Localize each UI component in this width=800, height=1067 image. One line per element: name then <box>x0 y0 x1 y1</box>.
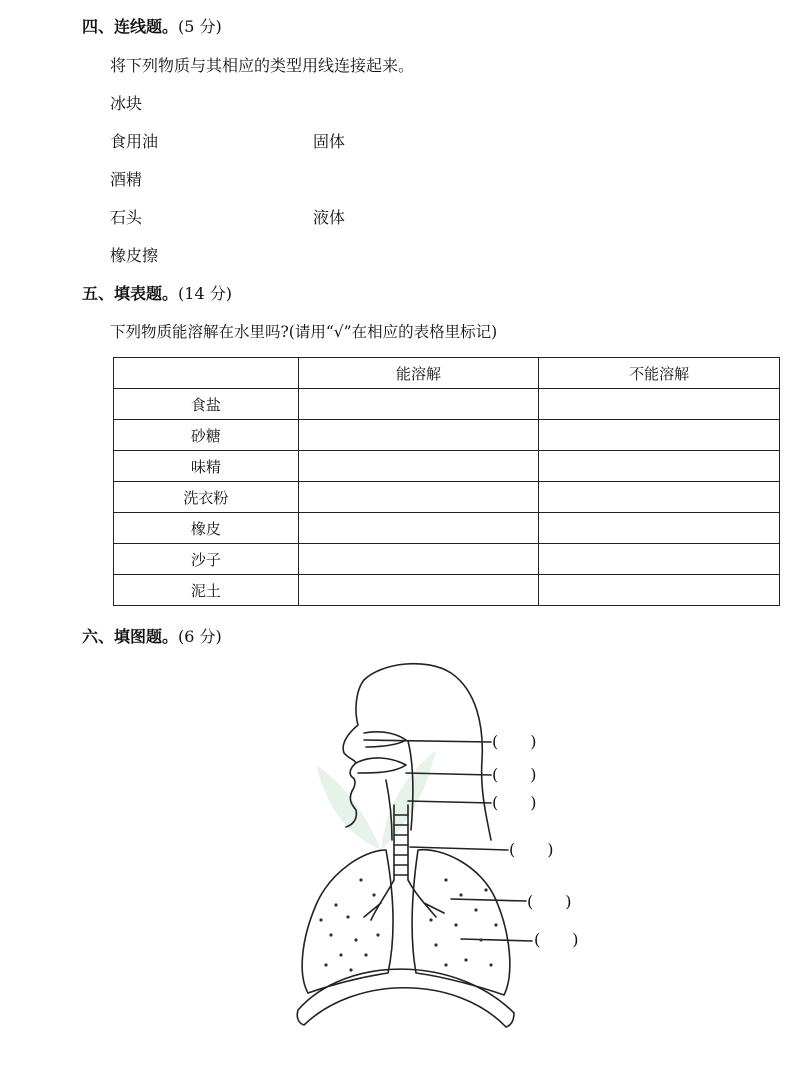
section4-title-text: 四、连线题。 <box>82 17 179 36</box>
right-lung <box>412 850 510 995</box>
diaphragm <box>297 969 514 1027</box>
table-row <box>114 482 780 513</box>
watermark-shape <box>316 750 436 850</box>
match-left-item: 橡皮擦 <box>110 246 159 265</box>
leader-line <box>451 899 526 901</box>
section5-title <box>82 281 232 304</box>
table-header-cell: 能溶解 <box>298 358 539 389</box>
section4-instruction: 将下列物质与其相应的类型用线连接起来。 <box>110 56 415 75</box>
substance-cell: 泥土 <box>114 575 299 606</box>
left-lung <box>302 850 393 993</box>
table-row <box>114 451 780 482</box>
match-left-item: 食用油 <box>110 132 159 151</box>
substance-cell: 味精 <box>114 451 299 482</box>
bracket-open: ( <box>527 892 534 911</box>
table-row <box>114 513 780 544</box>
substance-cell: 橡皮 <box>114 513 299 544</box>
alveoli-dots <box>319 878 497 971</box>
table-row <box>114 575 780 606</box>
leader-line <box>408 801 491 803</box>
match-right-item: 液体 <box>313 208 346 227</box>
section5-score: (14 分) <box>178 284 232 303</box>
section5-instruction: 下列物质能溶解在水里吗?(请用“√”在相应的表格里标记) <box>110 323 498 341</box>
match-left-item: 冰块 <box>110 94 143 113</box>
solubility-table <box>113 357 780 606</box>
head-outline <box>364 664 491 840</box>
dissolvable-cell[interactable] <box>298 544 539 575</box>
bracket-close: ) <box>530 732 537 751</box>
dissolvable-cell[interactable] <box>298 513 539 544</box>
bracket-open: ( <box>492 765 499 784</box>
section4-title <box>82 14 222 37</box>
bracket-open: ( <box>534 930 541 949</box>
not-dissolvable-cell[interactable] <box>539 420 780 451</box>
section6-score: (6 分) <box>178 627 222 646</box>
match-left-item: 酒精 <box>110 170 143 189</box>
bracket-open: ( <box>492 793 499 812</box>
not-dissolvable-cell[interactable] <box>539 544 780 575</box>
answer-bracket[interactable] <box>534 930 579 949</box>
match-right-item: 固体 <box>313 132 346 151</box>
not-dissolvable-cell[interactable] <box>539 482 780 513</box>
not-dissolvable-cell[interactable] <box>539 575 780 606</box>
dissolvable-cell[interactable] <box>298 451 539 482</box>
answer-bracket[interactable] <box>509 840 554 859</box>
section4-score: (5 分) <box>178 17 222 36</box>
table-header-cell: 不能溶解 <box>539 358 780 389</box>
leader-line <box>364 740 491 742</box>
substance-cell: 食盐 <box>114 389 299 420</box>
bracket-close: ) <box>530 793 537 812</box>
substance-cell: 洗衣粉 <box>114 482 299 513</box>
bracket-open: ( <box>492 732 499 751</box>
match-left-item: 石头 <box>110 208 143 227</box>
not-dissolvable-cell[interactable] <box>539 451 780 482</box>
section5-title-text: 五、填表题。 <box>82 284 179 303</box>
answer-bracket[interactable] <box>492 765 537 784</box>
substance-cell: 沙子 <box>114 544 299 575</box>
dissolvable-cell[interactable] <box>298 389 539 420</box>
bracket-close: ) <box>530 765 537 784</box>
answer-bracket[interactable] <box>492 732 537 751</box>
bracket-open: ( <box>509 840 516 859</box>
table-header-cell <box>114 358 299 389</box>
bracket-close: ) <box>565 892 572 911</box>
table-header-row <box>114 358 780 389</box>
table-row <box>114 389 780 420</box>
answer-bracket[interactable] <box>527 892 572 911</box>
leader-line <box>461 939 532 941</box>
substance-cell: 砂糖 <box>114 420 299 451</box>
table-row <box>114 544 780 575</box>
bracket-close: ) <box>547 840 554 859</box>
table-row <box>114 420 780 451</box>
dissolvable-cell[interactable] <box>298 420 539 451</box>
section6-title-text: 六、填图题。 <box>82 627 179 646</box>
answer-bracket[interactable] <box>492 793 537 812</box>
not-dissolvable-cell[interactable] <box>539 389 780 420</box>
section6-title <box>82 624 222 647</box>
dissolvable-cell[interactable] <box>298 575 539 606</box>
bracket-close: ) <box>572 930 579 949</box>
not-dissolvable-cell[interactable] <box>539 513 780 544</box>
bronchi <box>364 880 444 920</box>
dissolvable-cell[interactable] <box>298 482 539 513</box>
mouth-cavity <box>356 758 406 773</box>
